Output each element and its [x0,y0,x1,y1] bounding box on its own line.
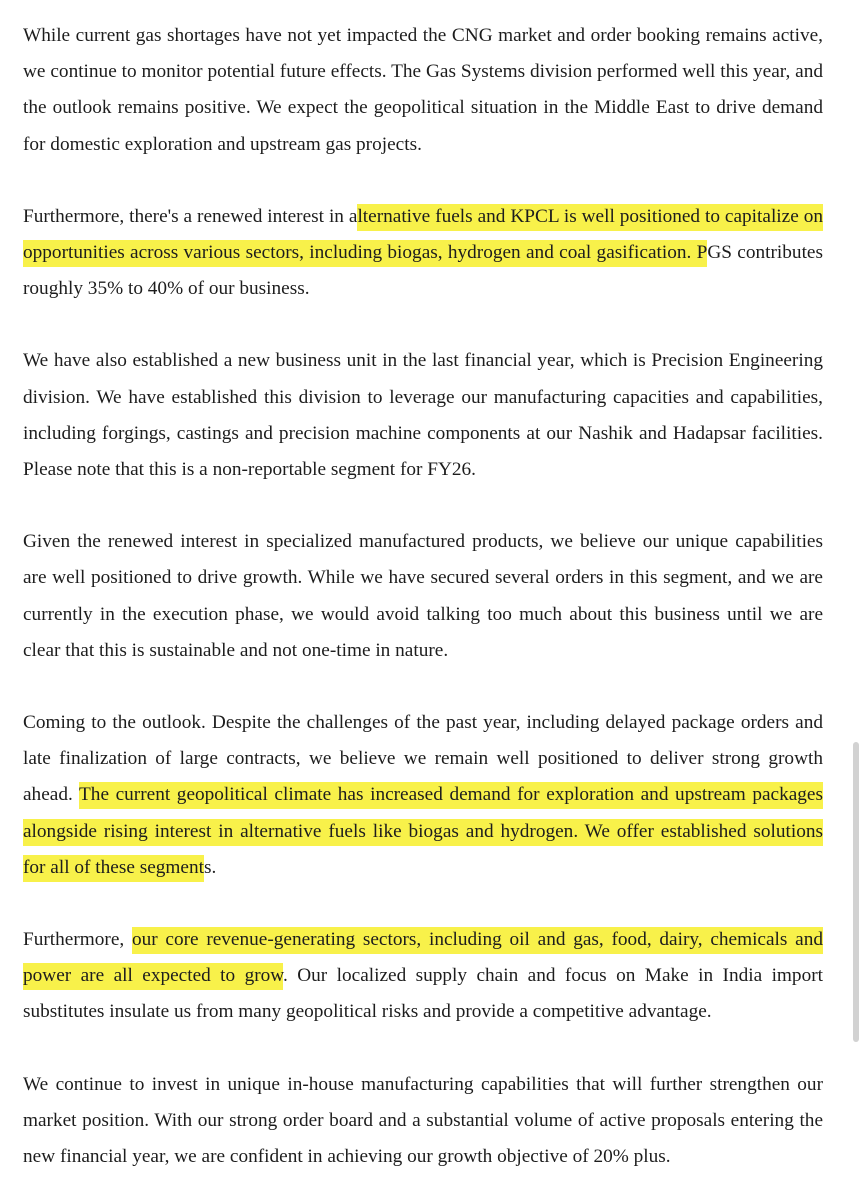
paragraph-text: Coming to the outlook. Despite the challenges of the past year, including delayed package orders and late finalization of large contracts, we believe we remain well positioned to deliver strong growth ahead. [23,712,823,806]
paragraph-gas-systems [23,18,823,163]
highlighted-text: The current geopolitical climate has increased demand for exploration and upstream packages alongside rising interest in alternative fuels like biogas and hydrogen. We offer established solutions for all of these segment [23,782,823,881]
paragraph-outlook [23,705,823,886]
paragraph-text: We continue to invest in unique in-house manufacturing capabilities that will further strengthen our market position. With our strong order board and a substantial volume of active proposals entering the new financial year, we are confident in achieving our growth objective of 20% plus. [23,1073,823,1168]
paragraph-alternative-fuels [23,199,823,308]
paragraph-text: Furthermore, there's a renewed interest in a [23,205,358,227]
paragraph-text: We have also established a new business unit in the last financial year, which is Precision Engineering division. We have established this division to leverage our manufacturing capacities and capabilities, including forgings, castings and precision machine components at our Nashik and Hadapsar facilities. Please note that this is a non-reportable segment for FY26. [23,350,823,481]
paragraph-text: . Our localized supply chain and focus on Make in India import substitutes insulate us from many geopolitical risks and provide a competitive advantage. [23,965,823,1023]
paragraph-core-sectors [23,922,823,1031]
document-body [23,18,823,1175]
paragraph-text: s. [203,856,217,878]
paragraph-text: Given the renewed interest in specialized manufactured products, we believe our unique capabilities are well positioned to drive growth. While we have secured several orders in this segment, and we are currently in the execution phase, we would avoid talking too much about this business until we are clear that this is sustainable and not one-time in nature. [23,531,823,661]
highlighted-text: our core revenue-generating sectors, including oil and gas, food, dairy, chemicals and power are all expected to grow [23,927,823,990]
highlighted-text: lternative fuels and KPCL is well positioned to capitalize on opportunities across various sectors, including biogas, hydrogen and coal gasification. P [23,204,823,267]
paragraph-text: While current gas shortages have not yet impacted the CNG market and order booking remains active, we continue to monitor potential future effects. The Gas Systems division performed well this year, and the outlook remains positive. We expect the geopolitical situation in the Middle East to drive demand for domestic exploration and upstream gas projects. [23,25,823,155]
paragraph-growth-objective [23,1067,823,1176]
paragraph-precision-engineering [23,343,823,488]
paragraph-text: Furthermore, [23,929,132,951]
vertical-scrollbar[interactable] [853,742,859,1042]
paragraph-text: GS contributes roughly 35% to 40% of our business. [23,242,823,300]
paragraph-specialized-products [23,524,823,669]
